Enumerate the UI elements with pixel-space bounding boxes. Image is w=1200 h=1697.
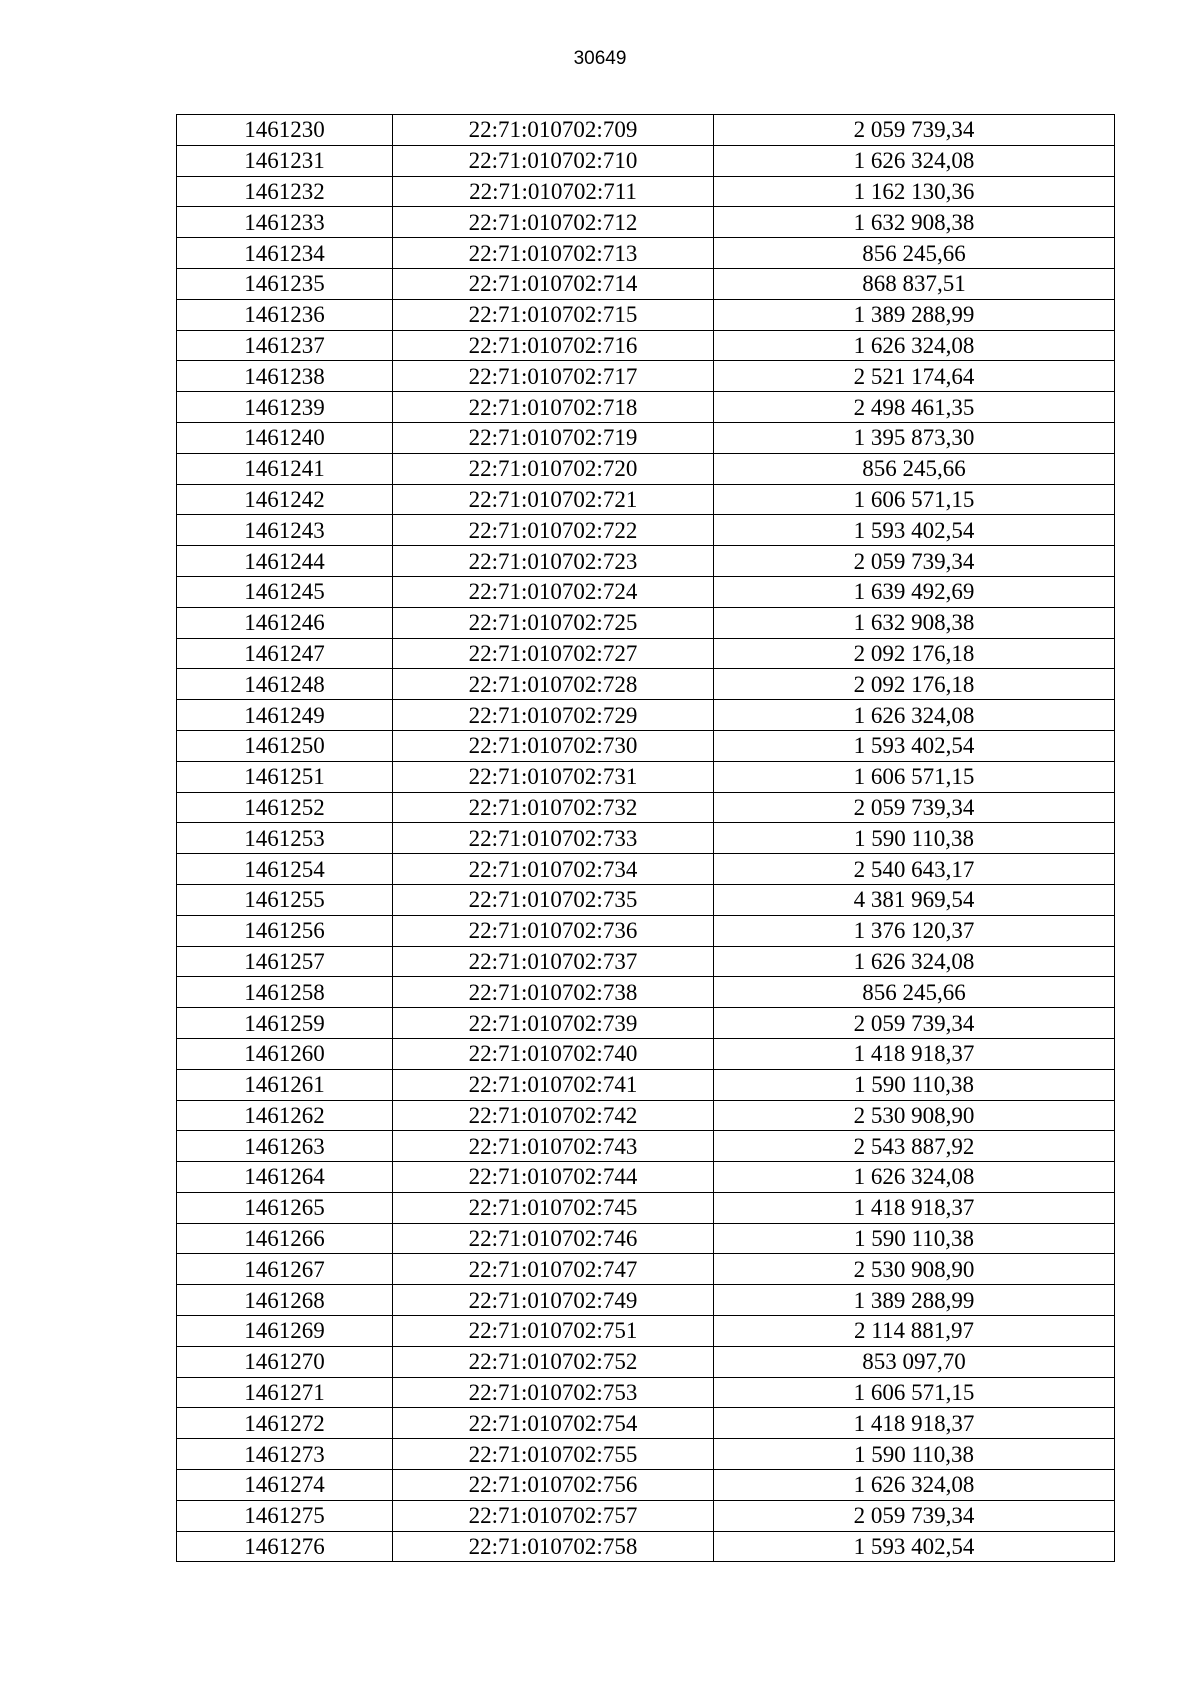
row-number-cell: 1461252 — [177, 792, 393, 823]
value-cell: 2 059 739,34 — [714, 546, 1115, 577]
value-cell: 1 626 324,08 — [714, 700, 1115, 731]
row-number-cell: 1461238 — [177, 361, 393, 392]
cadastral-number-cell: 22:71:010702:747 — [393, 1254, 714, 1285]
table-row — [177, 1131, 1115, 1162]
cadastral-number-cell: 22:71:010702:756 — [393, 1470, 714, 1501]
row-number-cell: 1461275 — [177, 1500, 393, 1531]
value-cell: 1 632 908,38 — [714, 607, 1115, 638]
cadastral-number-cell: 22:71:010702:724 — [393, 576, 714, 607]
cadastral-number-cell: 22:71:010702:723 — [393, 546, 714, 577]
value-cell: 1 626 324,08 — [714, 1162, 1115, 1193]
value-cell: 1 593 402,54 — [714, 730, 1115, 761]
table-row — [177, 546, 1115, 577]
value-cell: 2 114 881,97 — [714, 1316, 1115, 1347]
cadastral-number-cell: 22:71:010702:721 — [393, 484, 714, 515]
cadastral-number-cell: 22:71:010702:746 — [393, 1223, 714, 1254]
table-row — [177, 884, 1115, 915]
table-row — [177, 176, 1115, 207]
cadastral-number-cell: 22:71:010702:718 — [393, 392, 714, 423]
cadastral-number-cell: 22:71:010702:730 — [393, 730, 714, 761]
table-row — [177, 330, 1115, 361]
row-number-cell: 1461251 — [177, 761, 393, 792]
cadastral-number-cell: 22:71:010702:753 — [393, 1377, 714, 1408]
table-row — [177, 1008, 1115, 1039]
cadastral-number-cell: 22:71:010702:712 — [393, 207, 714, 238]
row-number-cell: 1461266 — [177, 1223, 393, 1254]
cadastral-number-cell: 22:71:010702:745 — [393, 1192, 714, 1223]
row-number-cell: 1461267 — [177, 1254, 393, 1285]
value-cell: 868 837,51 — [714, 268, 1115, 299]
value-cell: 1 395 873,30 — [714, 422, 1115, 453]
registry-table-body — [177, 115, 1115, 1562]
cadastral-number-cell: 22:71:010702:758 — [393, 1531, 714, 1562]
value-cell: 1 593 402,54 — [714, 1531, 1115, 1562]
value-cell: 1 590 110,38 — [714, 1223, 1115, 1254]
table-row — [177, 1500, 1115, 1531]
table-row — [177, 638, 1115, 669]
table-row — [177, 977, 1115, 1008]
row-number-cell: 1461247 — [177, 638, 393, 669]
cadastral-number-cell: 22:71:010702:743 — [393, 1131, 714, 1162]
row-number-cell: 1461271 — [177, 1377, 393, 1408]
table-row — [177, 576, 1115, 607]
cadastral-number-cell: 22:71:010702:725 — [393, 607, 714, 638]
cadastral-number-cell: 22:71:010702:720 — [393, 453, 714, 484]
row-number-cell: 1461240 — [177, 422, 393, 453]
value-cell: 1 626 324,08 — [714, 145, 1115, 176]
value-cell: 1 606 571,15 — [714, 484, 1115, 515]
registry-table — [176, 114, 1115, 1562]
cadastral-number-cell: 22:71:010702:715 — [393, 299, 714, 330]
row-number-cell: 1461242 — [177, 484, 393, 515]
row-number-cell: 1461273 — [177, 1439, 393, 1470]
cadastral-number-cell: 22:71:010702:736 — [393, 915, 714, 946]
row-number-cell: 1461244 — [177, 546, 393, 577]
cadastral-number-cell: 22:71:010702:752 — [393, 1346, 714, 1377]
table-row — [177, 1254, 1115, 1285]
cadastral-number-cell: 22:71:010702:711 — [393, 176, 714, 207]
table-row — [177, 730, 1115, 761]
table-row — [177, 1285, 1115, 1316]
cadastral-number-cell: 22:71:010702:719 — [393, 422, 714, 453]
cadastral-number-cell: 22:71:010702:749 — [393, 1285, 714, 1316]
row-number-cell: 1461235 — [177, 268, 393, 299]
row-number-cell: 1461231 — [177, 145, 393, 176]
cadastral-number-cell: 22:71:010702:742 — [393, 1100, 714, 1131]
cadastral-number-cell: 22:71:010702:740 — [393, 1038, 714, 1069]
value-cell: 1 626 324,08 — [714, 1470, 1115, 1501]
cadastral-number-cell: 22:71:010702:732 — [393, 792, 714, 823]
cadastral-number-cell: 22:71:010702:757 — [393, 1500, 714, 1531]
value-cell: 1 626 324,08 — [714, 330, 1115, 361]
row-number-cell: 1461270 — [177, 1346, 393, 1377]
table-row — [177, 1470, 1115, 1501]
value-cell: 2 498 461,35 — [714, 392, 1115, 423]
value-cell: 1 590 110,38 — [714, 1439, 1115, 1470]
cadastral-number-cell: 22:71:010702:734 — [393, 854, 714, 885]
value-cell: 856 245,66 — [714, 977, 1115, 1008]
cadastral-number-cell: 22:71:010702:737 — [393, 946, 714, 977]
row-number-cell: 1461263 — [177, 1131, 393, 1162]
cadastral-number-cell: 22:71:010702:714 — [393, 268, 714, 299]
value-cell: 2 530 908,90 — [714, 1254, 1115, 1285]
table-row — [177, 392, 1115, 423]
table-row — [177, 115, 1115, 146]
value-cell: 1 389 288,99 — [714, 1285, 1115, 1316]
table-row — [177, 453, 1115, 484]
table-row — [177, 669, 1115, 700]
row-number-cell: 1461265 — [177, 1192, 393, 1223]
row-number-cell: 1461236 — [177, 299, 393, 330]
value-cell: 853 097,70 — [714, 1346, 1115, 1377]
value-cell: 4 381 969,54 — [714, 884, 1115, 915]
cadastral-number-cell: 22:71:010702:722 — [393, 515, 714, 546]
value-cell: 1 162 130,36 — [714, 176, 1115, 207]
table-row — [177, 607, 1115, 638]
value-cell: 2 059 739,34 — [714, 1500, 1115, 1531]
row-number-cell: 1461262 — [177, 1100, 393, 1131]
row-number-cell: 1461268 — [177, 1285, 393, 1316]
value-cell: 1 389 288,99 — [714, 299, 1115, 330]
row-number-cell: 1461230 — [177, 115, 393, 146]
value-cell: 1 590 110,38 — [714, 1069, 1115, 1100]
cadastral-number-cell: 22:71:010702:713 — [393, 238, 714, 269]
row-number-cell: 1461233 — [177, 207, 393, 238]
value-cell: 1 626 324,08 — [714, 946, 1115, 977]
value-cell: 1 606 571,15 — [714, 1377, 1115, 1408]
value-cell: 1 418 918,37 — [714, 1038, 1115, 1069]
row-number-cell: 1461239 — [177, 392, 393, 423]
table-row — [177, 1439, 1115, 1470]
cadastral-number-cell: 22:71:010702:744 — [393, 1162, 714, 1193]
cadastral-number-cell: 22:71:010702:728 — [393, 669, 714, 700]
row-number-cell: 1461269 — [177, 1316, 393, 1347]
row-number-cell: 1461246 — [177, 607, 393, 638]
value-cell: 2 521 174,64 — [714, 361, 1115, 392]
row-number-cell: 1461258 — [177, 977, 393, 1008]
cadastral-number-cell: 22:71:010702:733 — [393, 823, 714, 854]
value-cell: 2 059 739,34 — [714, 792, 1115, 823]
row-number-cell: 1461250 — [177, 730, 393, 761]
table-row — [177, 915, 1115, 946]
table-row — [177, 207, 1115, 238]
cadastral-number-cell: 22:71:010702:735 — [393, 884, 714, 915]
cadastral-number-cell: 22:71:010702:731 — [393, 761, 714, 792]
value-cell: 1 632 908,38 — [714, 207, 1115, 238]
value-cell: 1 593 402,54 — [714, 515, 1115, 546]
table-row — [177, 1162, 1115, 1193]
row-number-cell: 1461274 — [177, 1470, 393, 1501]
value-cell: 1 639 492,69 — [714, 576, 1115, 607]
row-number-cell: 1461249 — [177, 700, 393, 731]
table-row — [177, 361, 1115, 392]
table-row — [177, 238, 1115, 269]
table-row — [177, 484, 1115, 515]
table-row — [177, 854, 1115, 885]
row-number-cell: 1461234 — [177, 238, 393, 269]
cadastral-number-cell: 22:71:010702:709 — [393, 115, 714, 146]
row-number-cell: 1461248 — [177, 669, 393, 700]
table-row — [177, 1346, 1115, 1377]
value-cell: 2 092 176,18 — [714, 669, 1115, 700]
row-number-cell: 1461241 — [177, 453, 393, 484]
value-cell: 2 059 739,34 — [714, 115, 1115, 146]
value-cell: 2 540 643,17 — [714, 854, 1115, 885]
table-row — [177, 1192, 1115, 1223]
table-row — [177, 1100, 1115, 1131]
table-row — [177, 1531, 1115, 1562]
row-number-cell: 1461256 — [177, 915, 393, 946]
value-cell: 2 530 908,90 — [714, 1100, 1115, 1131]
value-cell: 2 543 887,92 — [714, 1131, 1115, 1162]
cadastral-number-cell: 22:71:010702:741 — [393, 1069, 714, 1100]
row-number-cell: 1461245 — [177, 576, 393, 607]
row-number-cell: 1461237 — [177, 330, 393, 361]
cadastral-number-cell: 22:71:010702:754 — [393, 1408, 714, 1439]
value-cell: 2 092 176,18 — [714, 638, 1115, 669]
cadastral-number-cell: 22:71:010702:716 — [393, 330, 714, 361]
cadastral-number-cell: 22:71:010702:739 — [393, 1008, 714, 1039]
row-number-cell: 1461232 — [177, 176, 393, 207]
table-row — [177, 1316, 1115, 1347]
row-number-cell: 1461260 — [177, 1038, 393, 1069]
value-cell: 856 245,66 — [714, 453, 1115, 484]
row-number-cell: 1461261 — [177, 1069, 393, 1100]
table-row — [177, 761, 1115, 792]
table-row — [177, 946, 1115, 977]
value-cell: 1 418 918,37 — [714, 1408, 1115, 1439]
value-cell: 2 059 739,34 — [714, 1008, 1115, 1039]
row-number-cell: 1461276 — [177, 1531, 393, 1562]
table-row — [177, 1069, 1115, 1100]
table-row — [177, 422, 1115, 453]
row-number-cell: 1461255 — [177, 884, 393, 915]
table-row — [177, 268, 1115, 299]
value-cell: 1 606 571,15 — [714, 761, 1115, 792]
cadastral-number-cell: 22:71:010702:755 — [393, 1439, 714, 1470]
page-number: 30649 — [573, 48, 627, 69]
row-number-cell: 1461243 — [177, 515, 393, 546]
table-row — [177, 1377, 1115, 1408]
value-cell: 1 590 110,38 — [714, 823, 1115, 854]
row-number-cell: 1461254 — [177, 854, 393, 885]
cadastral-number-cell: 22:71:010702:717 — [393, 361, 714, 392]
row-number-cell: 1461264 — [177, 1162, 393, 1193]
table-row — [177, 299, 1115, 330]
value-cell: 856 245,66 — [714, 238, 1115, 269]
cadastral-number-cell: 22:71:010702:729 — [393, 700, 714, 731]
row-number-cell: 1461253 — [177, 823, 393, 854]
table-row — [177, 823, 1115, 854]
table-row — [177, 700, 1115, 731]
row-number-cell: 1461257 — [177, 946, 393, 977]
value-cell: 1 418 918,37 — [714, 1192, 1115, 1223]
table-row — [177, 1038, 1115, 1069]
table-row — [177, 145, 1115, 176]
table-row — [177, 515, 1115, 546]
row-number-cell: 1461259 — [177, 1008, 393, 1039]
cadastral-number-cell: 22:71:010702:738 — [393, 977, 714, 1008]
table-row — [177, 792, 1115, 823]
cadastral-number-cell: 22:71:010702:751 — [393, 1316, 714, 1347]
row-number-cell: 1461272 — [177, 1408, 393, 1439]
table-row — [177, 1223, 1115, 1254]
cadastral-number-cell: 22:71:010702:710 — [393, 145, 714, 176]
cadastral-number-cell: 22:71:010702:727 — [393, 638, 714, 669]
table-row — [177, 1408, 1115, 1439]
value-cell: 1 376 120,37 — [714, 915, 1115, 946]
